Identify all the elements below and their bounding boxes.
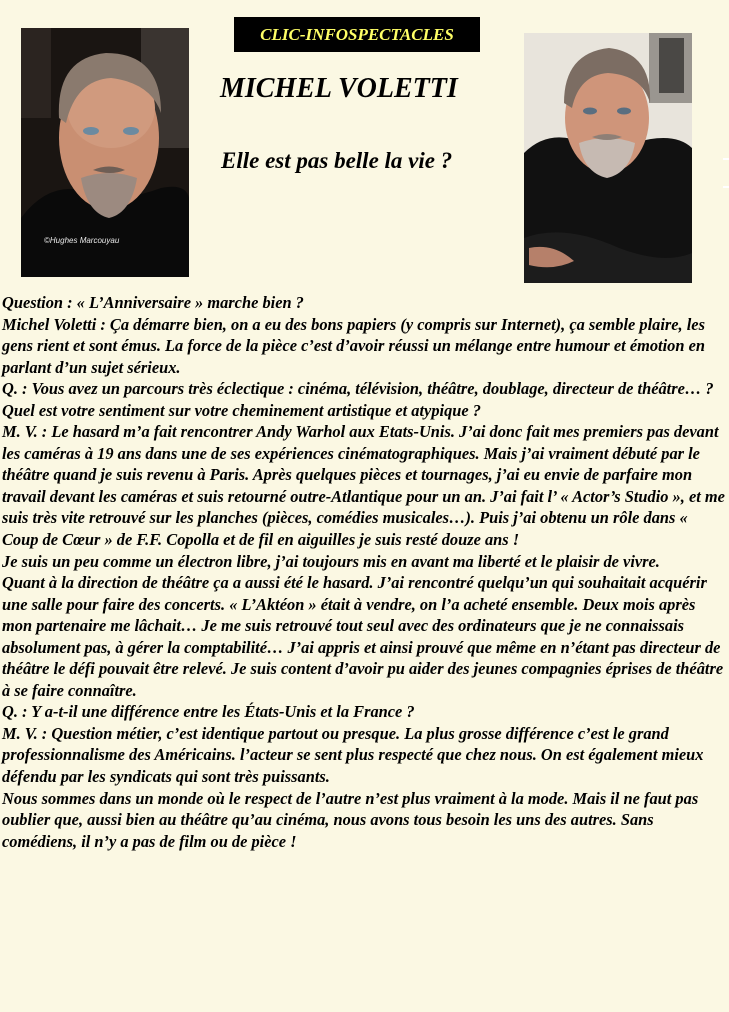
article-paragraph: Q. : Y a-t-il une différence entre les États-Unis et la France ? [2,702,415,722]
interviewee-name: MICHEL VOLETTI [220,73,458,104]
edge-mark [723,158,729,160]
photo-credit: ©Hughes Marcouyau [44,236,120,245]
article-paragraph: Question : « L’Anniversaire » marche bien ? [2,293,304,312]
banner-text: CLIC-INFOSPECTACLES [260,24,454,44]
edge-mark [723,186,729,188]
article-paragraph: Quant à la direction de théâtre ça a aussi été le hasard. J’ai rencontré quelqu’un qui souhaitait acquérir une salle pour faire des concerts. « L’Aktéon » était à vendre, on l’a acheté ensemble. Deux mois après mon partenaire me lâchait… Je me suis retrouvé tout seul avec des ordinateurs que je ne connaissais absolument pas, à gérer la comptabilité… J’ai appris et ainsi prouvé que même en n’étant pas directeur de théâtre le défi pouvait être relevé. Je suis content d’avoir pu aider des jeunes compagnies éprises de théâtre à se faire connaître. [2,573,724,700]
site-banner [234,17,480,52]
article-paragraph: Je suis un peu comme un électron libre, j’ai toujours mis en avant ma liberté et le plaisir de vivre. [2,551,660,571]
article-paragraph: M. V. : Question métier, c’est identique partout ou presque. La plus grosse différence c’est le grand professionnalisme des Américains. l’acteur se sent plus respecté que chez nous. On est également mieux défendu par les syndicats qui sont très puissants. [2,723,704,787]
portrait-photo-right [524,33,692,283]
show-title: Elle est pas belle la vie ? [221,148,453,173]
article-paragraph: M. V. : Le hasard m’a fait rencontrer Andy Warhol aux Etats-Unis. J’ai donc fait mes premiers pas devant les caméras à 19 ans dans une de ses expériences cinématographiques. Mais j’ai vraiment débuté par le théâtre quand je suis revenu à Paris. Après quelques pièces et tournages, j’ai eu envie de parfaire mon travail devant les caméras et suis retourné outre-Atlantique pour un an. J’ai fait l’ « Actor’s Studio », et me suis très vite retrouvé sur les planches (pièces, comédies musicales…). Puis j’ai obtenu un rôle dans « Coup de Cœur » de F.F. Copolla et de fil en aiguilles je suis resté douze ans ! [2,422,725,550]
interview-article [2,292,726,852]
article-paragraph: Nous sommes dans un monde où le respect de l’autre n’est plus vraiment à la mode. Mais il ne faut pas oublier que, aussi bien au théâtre qu’au cinéma, nous avons tous besoin les uns des autres. Sans comédiens, il n’y a pas de film ou de pièce ! [2,788,699,851]
article-paragraph: Q. : Vous avez un parcours très éclectique : cinéma, télévision, théâtre, doublage, directeur de théâtre… ? Quel est votre sentiment sur votre cheminement artistique et atypique ? [2,379,714,420]
article-paragraph: Michel Voletti : Ça démarre bien, on a eu des bons papiers (y compris sur Internet), ça semble plaire, les gens rient et sont émus. La force de la pièce c’est d’avoir réussi un mélange entre humour et émotion en parlant d’un sujet sérieux. [2,314,705,377]
portrait-right-image [524,33,692,283]
